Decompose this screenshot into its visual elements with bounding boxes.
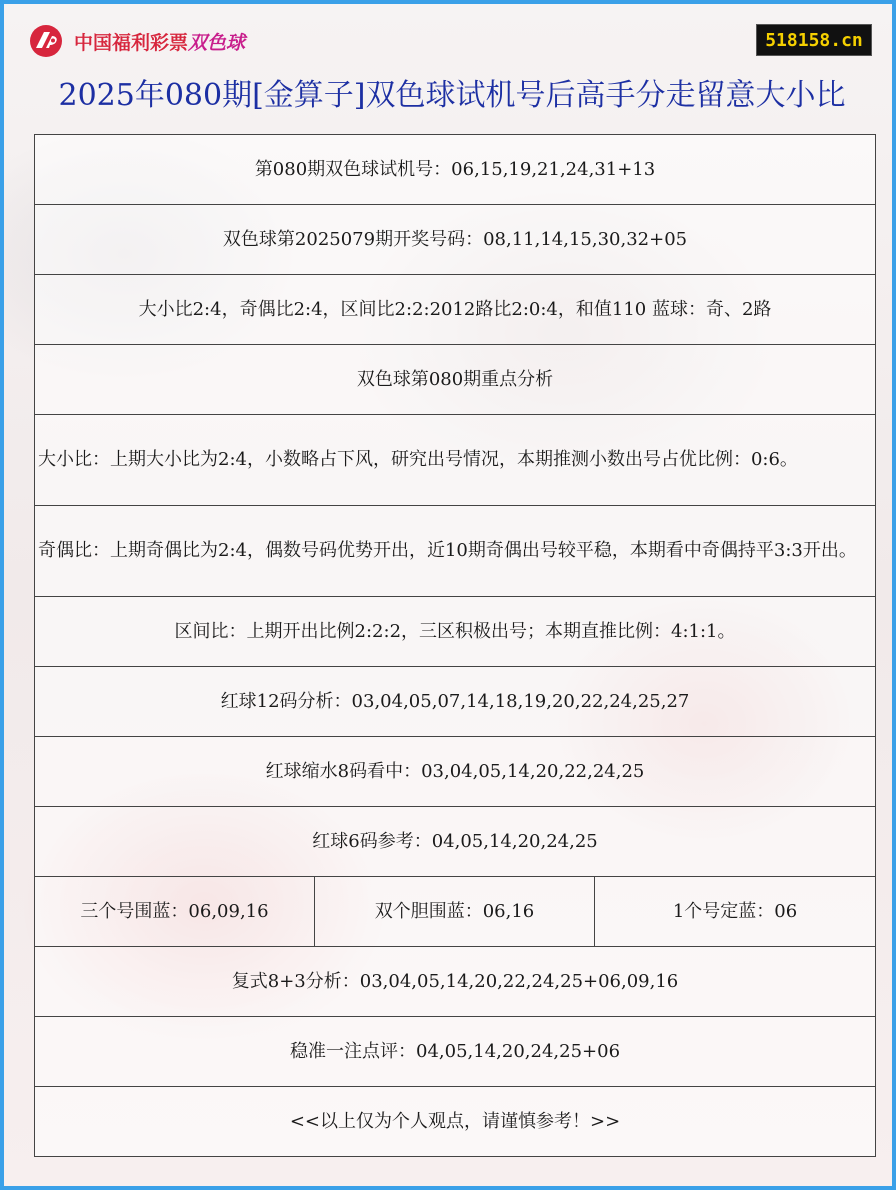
disclaimer-cell: <<以上仅为个人观点，请谨慎参考！>> — [35, 1087, 876, 1157]
single-pick-cell: 稳准一注点评：04,05,14,20,24,25+06 — [35, 1017, 876, 1087]
logo-main-text: 中国福利彩票 — [74, 31, 189, 54]
table-row — [35, 415, 876, 506]
table-row — [35, 205, 876, 275]
blue-three-cell: 三个号围蓝：06,09,16 — [35, 877, 315, 947]
red-8-cell: 红球缩水8码看中：03,04,05,14,20,22,24,25 — [35, 737, 876, 807]
logo-sub-text: 双色球 — [188, 31, 246, 54]
section-heading-cell: 双色球第080期重点分析 — [35, 345, 876, 415]
table-row — [35, 506, 876, 597]
blue-one-cell: 1个号定蓝：06 — [595, 877, 876, 947]
cwl-logo-icon — [22, 22, 70, 60]
table-row — [35, 275, 876, 345]
page-title: 2025年080期[金算子]双色球试机号后高手分走留意大小比 — [58, 78, 846, 113]
table-row — [35, 597, 876, 667]
red-6-cell: 红球6码参考：04,05,14,20,24,25 — [35, 807, 876, 877]
table-row — [35, 1017, 876, 1087]
lottery-logo — [22, 22, 245, 60]
table-row — [35, 737, 876, 807]
odd-even-ratio-cell: 奇偶比：上期奇偶比为2:4，偶数号码优势开出，近10期奇偶出号较平稳，本期看中奇偶持平3:3开出。 — [35, 506, 876, 597]
table-row — [35, 947, 876, 1017]
size-ratio-cell: 大小比：上期大小比为2:4，小数略占下风，研究出号情况，本期推测小数出号占优比例：0:6。 — [35, 415, 876, 506]
table-row — [35, 807, 876, 877]
logo-text — [74, 28, 245, 55]
last-draw-stats-cell: 大小比2:4，奇偶比2:4，区间比2:2:2012路比2:0:4，和值110 蓝球：奇、2路 — [35, 275, 876, 345]
table-row — [35, 135, 876, 205]
site-badge[interactable]: 518158.cn — [756, 24, 872, 56]
zone-ratio-cell: 区间比：上期开出比例2:2:2，三区积极出号；本期直推比例：4:1:1。 — [35, 597, 876, 667]
table-row — [35, 345, 876, 415]
last-draw-cell: 双色球第2025079期开奖号码：08,11,14,15,30,32+05 — [35, 205, 876, 275]
blue-two-cell: 双个胆围蓝：06,16 — [315, 877, 595, 947]
analysis-table — [34, 134, 876, 1157]
compound-cell: 复式8+3分析：03,04,05,14,20,22,24,25+06,09,16 — [35, 947, 876, 1017]
table-row — [35, 877, 876, 947]
trial-numbers-cell: 第080期双色球试机号：06,15,19,21,24,31+13 — [35, 135, 876, 205]
table-row — [35, 1087, 876, 1157]
red-12-cell: 红球12码分析：03,04,05,07,14,18,19,20,22,24,25,27 — [35, 667, 876, 737]
table-row — [35, 667, 876, 737]
